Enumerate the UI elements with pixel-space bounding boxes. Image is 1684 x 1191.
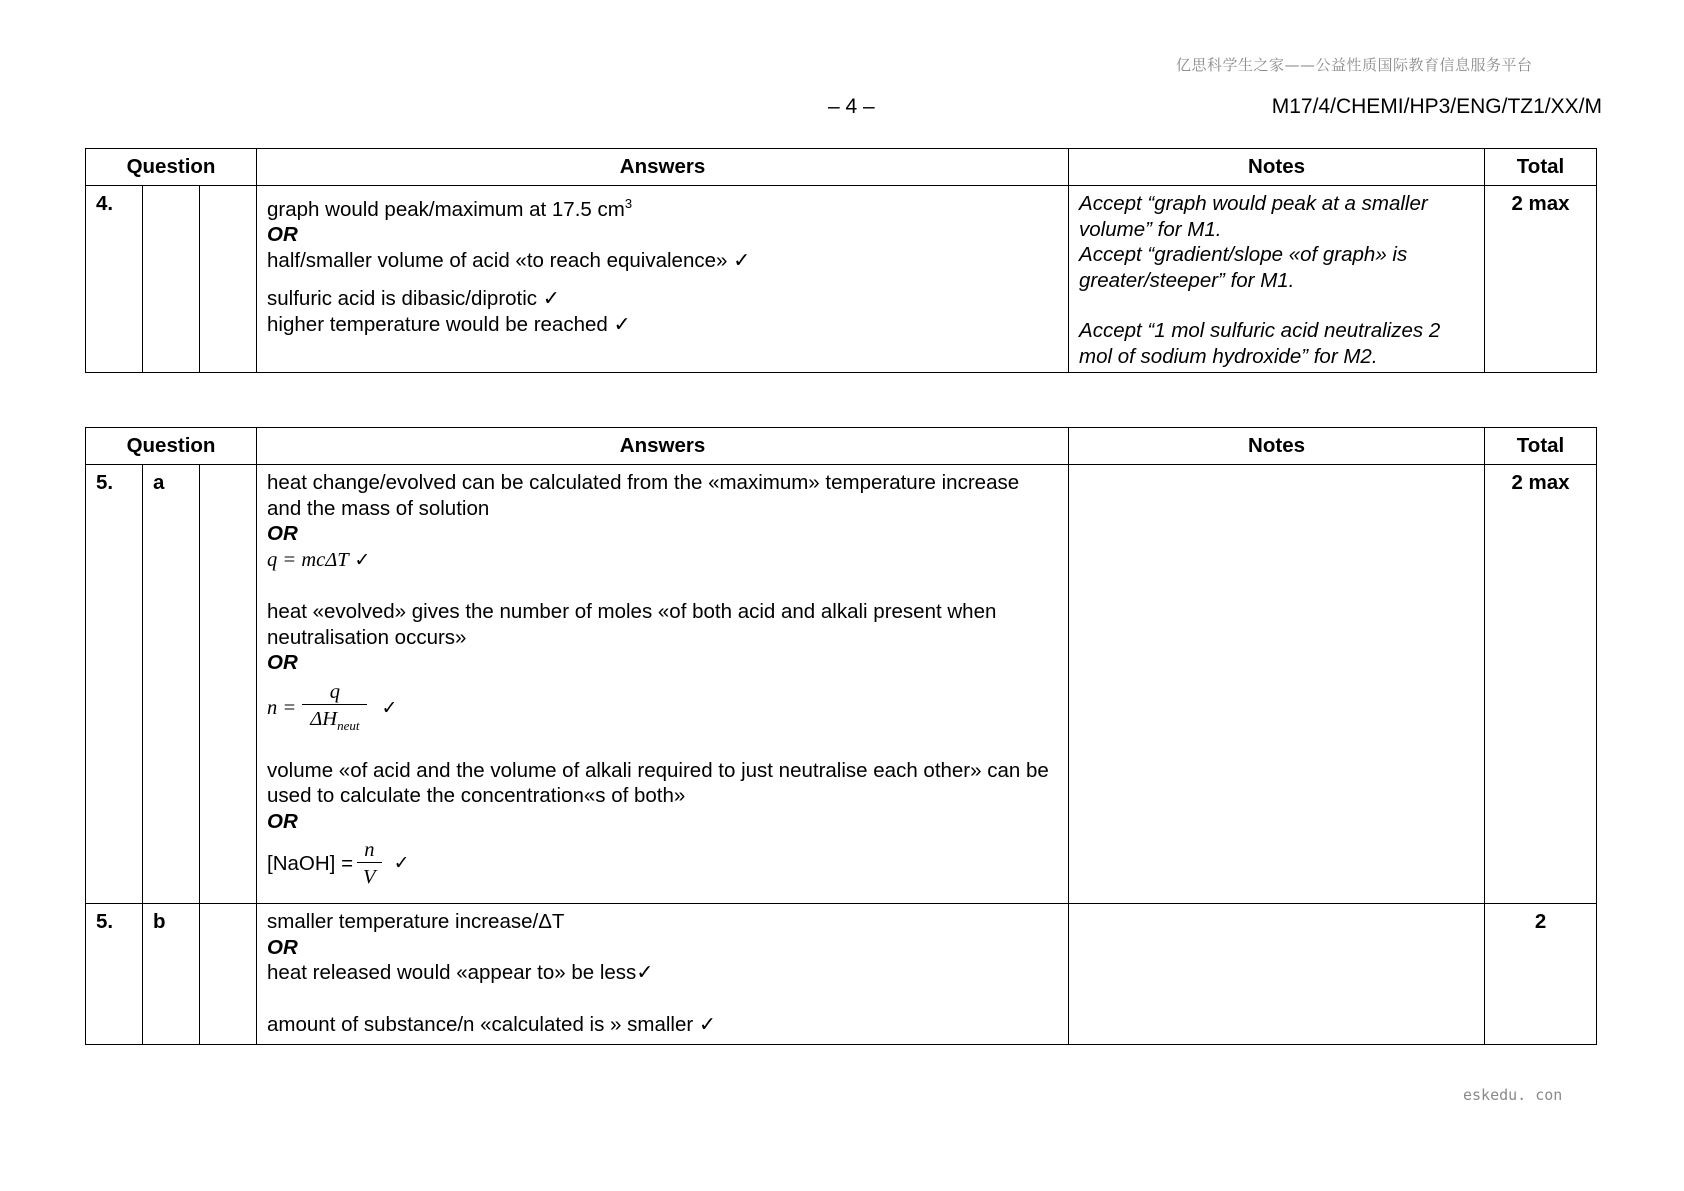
- question-part: [143, 186, 200, 373]
- or-label: OR: [267, 809, 298, 833]
- answers-cell: [257, 904, 1069, 1045]
- header-question: Question: [86, 428, 257, 465]
- question-number: 5.: [86, 904, 143, 1045]
- equation-n: n = $\frac{q}{\Delta H_{neut}}$ ✓: [267, 680, 1058, 738]
- notes-cell: [1069, 904, 1485, 1045]
- or-label: OR: [267, 651, 298, 674]
- header-total: Total: [1485, 149, 1597, 186]
- or-label: OR: [267, 223, 298, 247]
- question-subpart: [200, 904, 257, 1045]
- answer-line: heat «evolved» gives the number of moles «of both acid and alkali present when neutralisation occurs»: [267, 600, 997, 649]
- note-line: Accept “gradient/slope «of graph» is greater/steeper” for M1.: [1079, 243, 1408, 292]
- markscheme-table-q5: [85, 427, 1597, 1045]
- answer-line: sulfuric acid is dibasic/diprotic ✓: [267, 287, 560, 311]
- header-total: Total: [1485, 428, 1597, 465]
- question-subpart: [200, 186, 257, 373]
- markscheme-table-q4: [85, 148, 1597, 373]
- footer-watermark: eskedu. con: [1463, 1086, 1563, 1104]
- answer-line: half/smaller volume of acid «to reach equivalence» ✓: [267, 248, 751, 272]
- note-line: Accept “1 mol sulfuric acid neutralizes 2 mol of sodium hydroxide” for M2.: [1079, 319, 1441, 368]
- total-marks: 2 max: [1485, 186, 1597, 373]
- question-part: b: [143, 904, 200, 1045]
- answer-line: heat change/evolved can be calculated from the «maximum» temperature increase and the mass of solution: [267, 471, 1020, 520]
- notes-cell: [1069, 465, 1485, 904]
- document-code: M17/4/CHEMI/HP3/ENG/TZ1/XX/M: [1271, 95, 1602, 118]
- answer-line: amount of substance/n «calculated is » smaller ✓: [267, 1012, 717, 1036]
- answers-cell: [257, 465, 1069, 904]
- answers-cell: [257, 186, 1069, 373]
- total-marks: 2: [1485, 904, 1597, 1045]
- header-question: Question: [86, 149, 257, 186]
- or-label: OR: [267, 522, 298, 545]
- answer-line: heat released would «appear to» be less✓: [267, 961, 654, 984]
- header-answers: Answers: [257, 149, 1069, 186]
- answer-line: smaller temperature increase/ΔT: [267, 910, 565, 933]
- question-part: a: [143, 465, 200, 904]
- answer-line: higher temperature would be reached ✓: [267, 312, 631, 336]
- or-label: OR: [267, 935, 298, 959]
- header-notes: Notes: [1069, 428, 1485, 465]
- header-notes: Notes: [1069, 149, 1485, 186]
- note-line: Accept “graph would peak at a smaller volume” for M1.: [1079, 192, 1428, 241]
- notes-cell: [1069, 186, 1485, 373]
- total-marks: 2 max: [1485, 465, 1597, 904]
- equation-naoh: [NaOH] = $\frac{n}{V}$ ✓: [267, 839, 410, 889]
- question-number: 5.: [86, 465, 143, 904]
- answer-line: volume «of acid and the volume of alkali required to just neutralise each other» can be used to calculate the concentration«s of both»: [267, 758, 1049, 808]
- header-answers: Answers: [257, 428, 1069, 465]
- question-subpart: [200, 465, 257, 904]
- question-number: 4.: [86, 186, 143, 373]
- watermark-text: 亿思科学生之家——公益性质国际教育信息服务平台: [1176, 56, 1533, 74]
- answer-line: graph would peak/maximum at 17.5 $cm^3$: [267, 196, 633, 221]
- equation-q: q = mcΔT ✓: [267, 548, 371, 571]
- page-number: – 4 –: [828, 95, 875, 118]
